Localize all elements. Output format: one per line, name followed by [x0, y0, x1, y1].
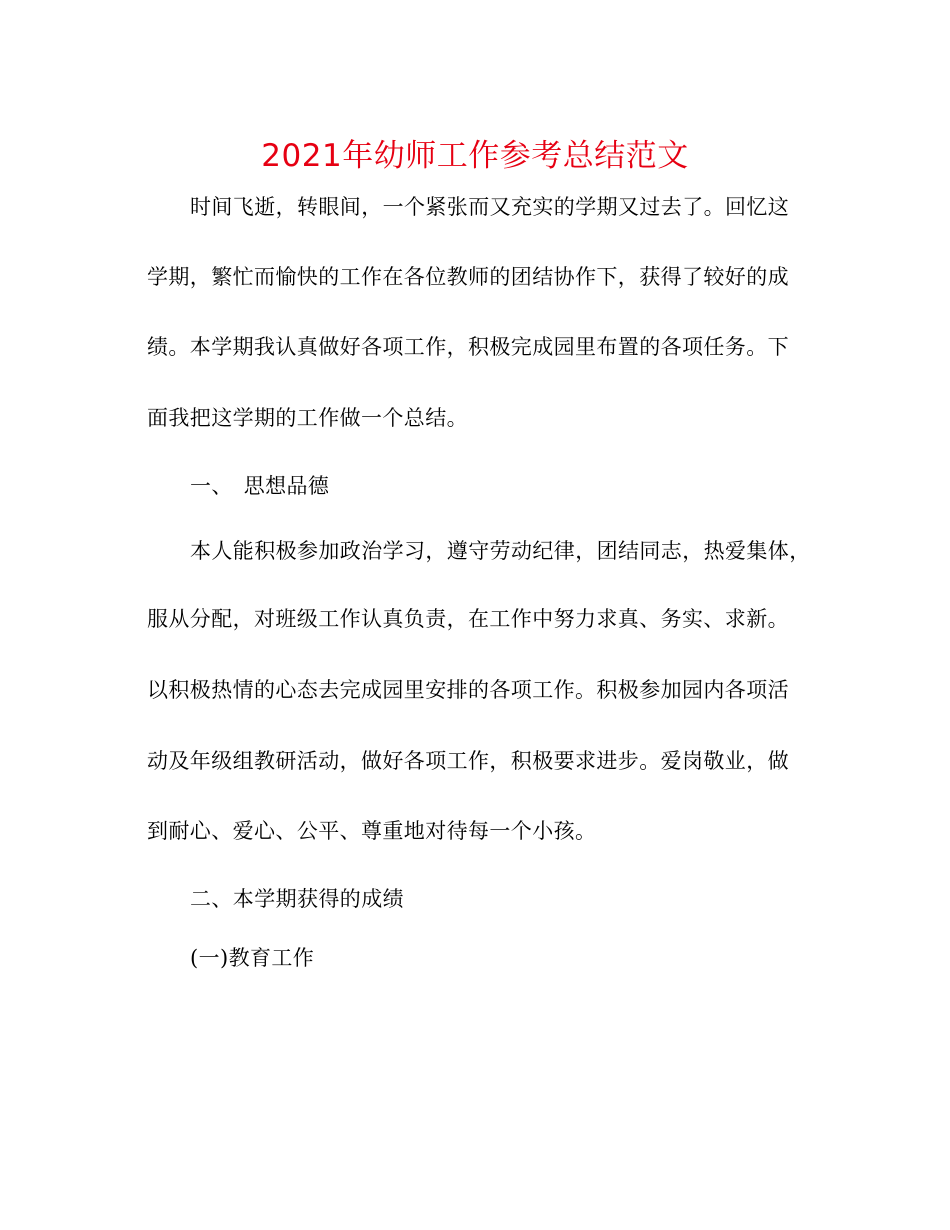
- section-heading: 二、本学期获得的成绩: [190, 887, 404, 911]
- paragraph-line: 以积极热情的心态去完成园里安排的各项工作。积极参加园内各项活: [147, 678, 789, 702]
- paragraph-line: 面我把这学期的工作做一个总结。: [147, 406, 468, 430]
- paragraph-line: 时间飞逝，转眼间，一个紧张而又充实的学期又过去了。回忆这: [190, 195, 790, 219]
- paragraph-line: 学期，繁忙而愉快的工作在各位教师的团结协作下，获得了较好的成: [147, 265, 789, 289]
- paragraph-line: 服从分配，对班级工作认真负责，在工作中努力求真、务实、求新。: [147, 607, 789, 631]
- paragraph-line: 动及年级组教研活动，做好各项工作，积极要求进步。爱岗敬业，做: [147, 749, 789, 773]
- document-title: 2021年幼师工作参考总结范文: [261, 138, 689, 174]
- section-heading: 一、 思想品德: [190, 474, 330, 498]
- paragraph-line: 到耐心、爱心、公平、尊重地对待每一个小孩。: [147, 819, 597, 843]
- paragraph-line: 绩。本学期我认真做好各项工作，积极完成园里布置的各项任务。下: [147, 335, 789, 359]
- paragraph-line: 本人能积极参加政治学习，遵守劳动纪律，团结同志，热爱集体，: [190, 539, 811, 563]
- subsection-heading: (一)教育工作: [190, 946, 315, 970]
